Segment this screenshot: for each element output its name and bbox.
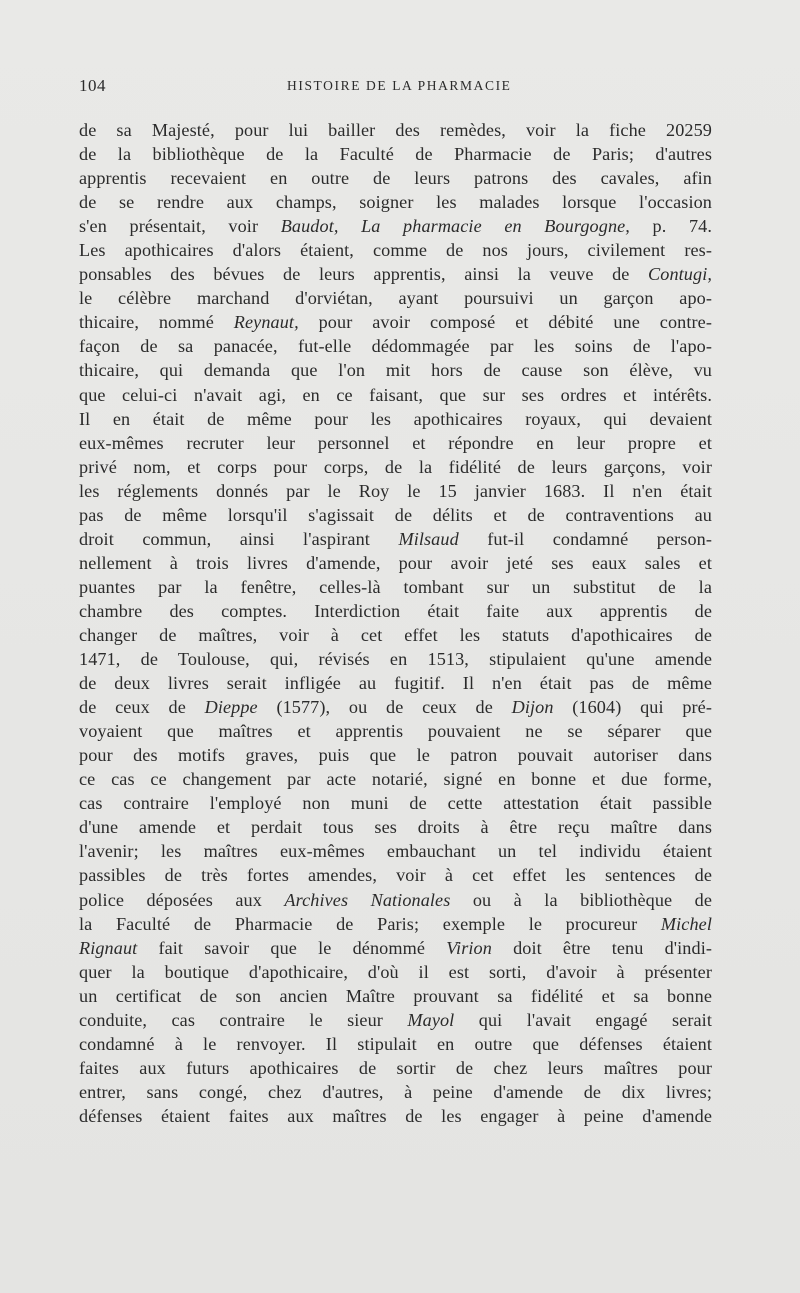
text-segment: qui l'avait engagé serait [454, 1009, 712, 1030]
text-segment: ce cas ce changement par acte notarié, signé en bonne et due forme, [79, 769, 712, 790]
text-line [79, 1032, 712, 1056]
text-segment: le célèbre marchand d'orviétan, ayant poursuivi un garçon apo- [79, 288, 712, 309]
text-segment: ou à la bibliothèque de [450, 889, 712, 910]
italic-name: Mayol [407, 1009, 455, 1030]
text-line [79, 912, 712, 936]
text-line [79, 599, 712, 623]
text-segment: fut-il condamné person- [458, 528, 712, 549]
text-segment: droit commun, ainsi l'aspirant [79, 528, 399, 549]
text-line [79, 286, 712, 310]
text-segment: faites aux futurs apothicaires de sortir de chez leurs maîtres pour [79, 1057, 712, 1078]
text-segment: cas contraire l'employé non muni de cette attestation était passible [79, 793, 712, 814]
text-segment: Il en était de même pour les apothicaires royaux, qui devaient [79, 408, 712, 429]
text-segment: 1471, de Toulouse, qui, révisés en 1513, stipulaient qu'une amende [79, 649, 712, 670]
text-segment: apprentis recevaient en outre de leurs patrons des cavales, afin [79, 168, 712, 189]
text-segment: doit être tenu d'indi- [491, 937, 712, 958]
text-line [79, 719, 712, 743]
text-line [79, 455, 712, 479]
text-segment: les réglements donnés par le Roy le 15 janvier 1683. Il n'en était [79, 480, 712, 501]
text-line [79, 743, 712, 767]
text-line [79, 214, 712, 238]
text-segment: condamné à le renvoyer. Il stipulait en outre que défenses étaient [79, 1033, 712, 1054]
italic-name: Baudot, La pharmacie en Bourgogne, [280, 216, 630, 237]
text-segment: de la bibliothèque de la Faculté de Pharmacie de Paris; d'autres [79, 144, 712, 165]
body-text [79, 118, 712, 1128]
text-segment: d'une amende et perdait tous ses droits à être reçu maître dans [79, 817, 712, 838]
text-segment: privé nom, et corps pour corps, de la fidélité de leurs garçons, voir [79, 456, 712, 477]
text-line [79, 310, 712, 334]
text-segment: l'avenir; les maîtres eux-mêmes embauchant un tel individu étaient [79, 841, 712, 862]
text-line [79, 984, 712, 1008]
text-segment: un certificat de son ancien Maître prouvant sa fidélité et sa bonne [79, 985, 712, 1006]
text-line [79, 575, 712, 599]
text-segment: changer de maîtres, voir à cet effet les statuts d'apothicaires de [79, 624, 712, 645]
text-segment: de deux livres serait infligée au fugitif. Il n'en était pas de même [79, 673, 712, 694]
text-line [79, 118, 712, 142]
text-line [79, 1080, 712, 1104]
text-line [79, 791, 712, 815]
text-segment: chambre des comptes. Interdiction était faite aux apprentis de [79, 600, 712, 621]
text-segment: pour des motifs graves, puis que le patron pouvait autoriser dans [79, 745, 712, 766]
text-line [79, 623, 712, 647]
text-line [79, 647, 712, 671]
page-number: 104 [79, 76, 106, 95]
text-line [79, 863, 712, 887]
text-segment: pour avoir composé et débité une contre- [298, 312, 712, 333]
italic-name: Contugi, [648, 264, 712, 285]
text-line [79, 551, 712, 575]
text-segment: passibles de très fortes amendes, voir à cet effet les sentences de [79, 865, 712, 886]
text-segment: la Faculté de Pharmacie de Paris; exemple le procureur [79, 913, 661, 934]
italic-name: Michel [660, 913, 712, 934]
text-segment: voyaient que maîtres et apprentis pouvaient ne se séparer que [79, 721, 712, 742]
italic-name: Rignaut [79, 937, 138, 958]
text-segment: puantes par la fenêtre, celles-là tombant sur un substitut de la [79, 576, 712, 597]
text-line [79, 1104, 712, 1128]
text-line [79, 431, 712, 455]
text-line [79, 671, 712, 695]
text-segment: Les apothicaires d'alors étaient, comme de nos jours, civilement res- [79, 240, 712, 261]
running-head [79, 76, 719, 98]
italic-name: Virion [446, 937, 492, 958]
text-segment: ponsables des bévues de leurs apprentis, ainsi la veuve de [79, 264, 649, 285]
text-segment: de se rendre aux champs, soigner les malades lorsque l'occasion [79, 192, 712, 213]
text-segment: que celui-ci n'avait agi, en ce faisant, que sur ses ordres et intérêts. [79, 384, 712, 405]
text-line [79, 888, 712, 912]
text-line [79, 166, 712, 190]
text-line [79, 839, 712, 863]
text-line [79, 1056, 712, 1080]
text-segment: police déposées aux [79, 889, 285, 910]
text-segment: thicaire, qui demanda que l'on mit hors de cause son élève, vu [79, 360, 712, 381]
text-segment: p. 74. [629, 216, 713, 237]
text-line [79, 358, 712, 382]
text-line [79, 479, 712, 503]
text-line [79, 407, 712, 431]
italic-name: Archives Nationales [284, 889, 451, 910]
italic-name: Dijon [511, 697, 554, 718]
text-segment: fait savoir que le dénommé [137, 937, 447, 958]
text-segment: de sa Majesté, pour lui bailler des remèdes, voir la fiche 20259 [79, 120, 712, 140]
text-line [79, 936, 712, 960]
text-line [79, 383, 712, 407]
text-segment: quer la boutique d'apothicaire, d'où il est sorti, d'avoir à présenter [79, 961, 712, 982]
text-line [79, 262, 712, 286]
text-line [79, 527, 712, 551]
text-segment: de ceux de [79, 697, 205, 718]
text-segment: conduite, cas contraire le sieur [79, 1009, 408, 1030]
text-segment: (1577), ou de ceux de [257, 697, 512, 718]
running-title: HISTOIRE DE LA PHARMACIE [287, 78, 512, 93]
text-line [79, 960, 712, 984]
text-line [79, 767, 712, 791]
text-line [79, 1008, 712, 1032]
text-segment: thicaire, nommé [79, 312, 234, 333]
text-segment: défenses étaient faites aux maîtres de les engager à peine d'amende [79, 1105, 712, 1126]
text-line [79, 190, 712, 214]
text-line [79, 334, 712, 358]
text-line [79, 142, 712, 166]
text-line [79, 695, 712, 719]
text-segment: (1604) qui pré- [553, 697, 712, 718]
italic-name: Reynaut, [233, 312, 299, 333]
text-segment: pas de même lorsqu'il s'agissait de délits et de contraventions au [79, 504, 712, 525]
text-segment: s'en présentait, voir [79, 216, 281, 237]
text-line [79, 238, 712, 262]
text-line [79, 815, 712, 839]
text-line [79, 503, 712, 527]
text-segment: nellement à trois livres d'amende, pour avoir jeté ses eaux sales et [79, 552, 712, 573]
text-segment: entrer, sans congé, chez d'autres, à peine d'amende de dix livres; [79, 1081, 712, 1102]
text-segment: eux-mêmes recruter leur personnel et répondre en leur propre et [79, 432, 712, 453]
text-segment: façon de sa panacée, fut-elle dédommagée par les soins de l'apo- [79, 336, 712, 357]
italic-name: Milsaud [398, 528, 459, 549]
italic-name: Dieppe [204, 697, 258, 718]
